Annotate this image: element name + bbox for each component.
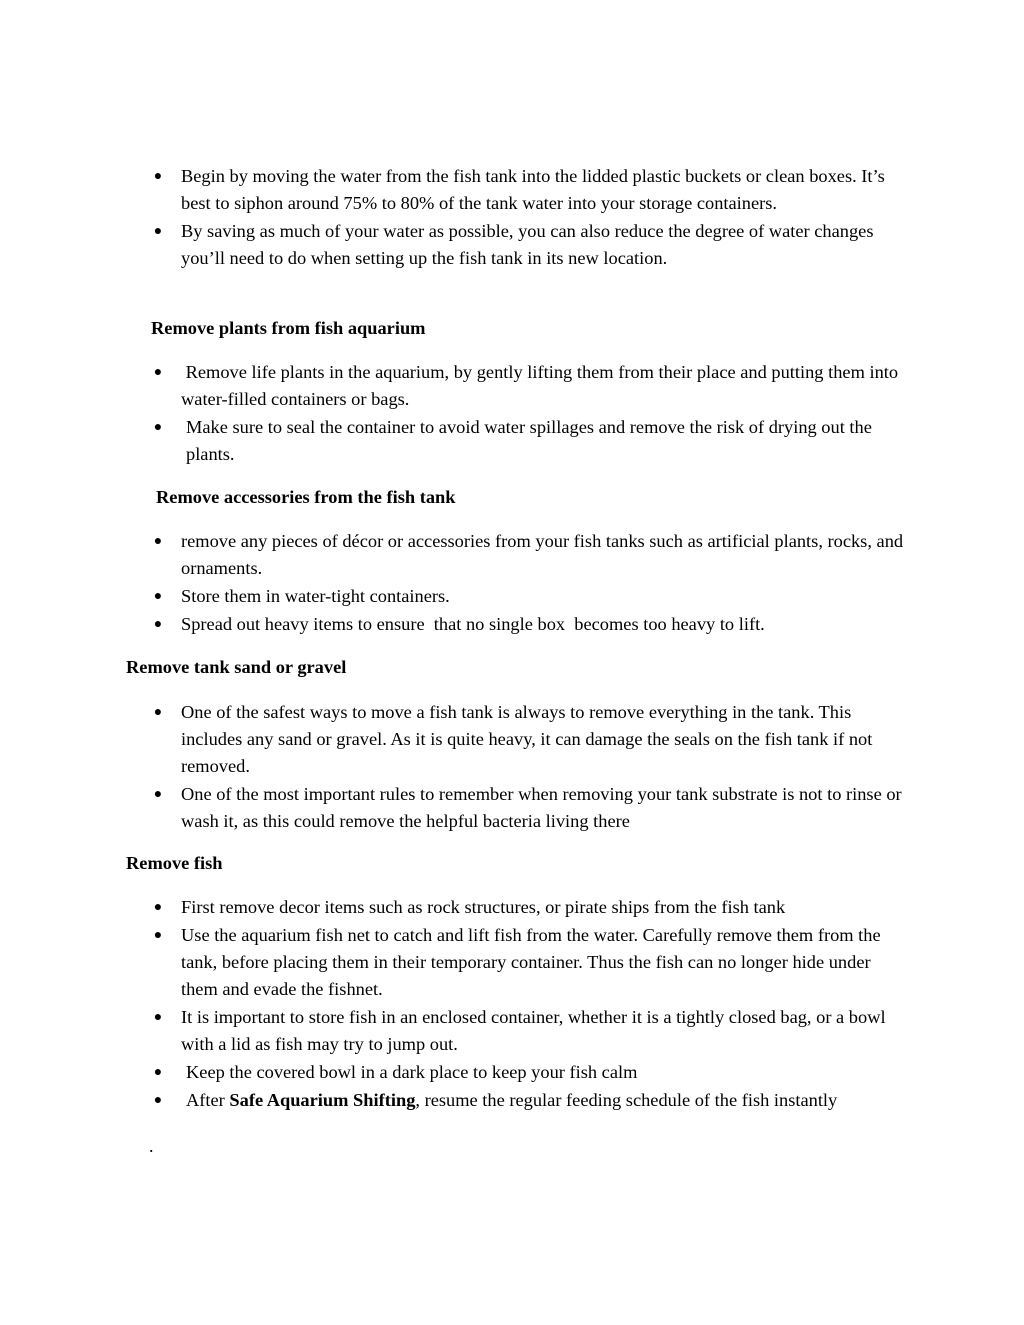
gravel-list — [0, 699, 911, 835]
bullet-icon: ● — [153, 224, 163, 239]
list-item-text: First remove decor items such as rock structures, or pirate ships from the fish tank — [181, 897, 786, 917]
list-item — [0, 1004, 911, 1058]
list-item — [0, 922, 911, 1003]
bullet-icon: ● — [153, 1065, 163, 1080]
list-item-text: One of the most important rules to remember when removing your tank substrate is not to rinse or wash it, as this could remove the helpful bacteria living there — [181, 784, 902, 831]
list-item — [0, 894, 911, 921]
accessories-list — [0, 528, 911, 638]
list-item — [0, 781, 911, 835]
list-item — [0, 583, 911, 610]
list-item-text-suffix: , resume the regular feeding schedule of the fish instantly — [415, 1090, 838, 1110]
list-item — [0, 528, 911, 582]
list-item — [0, 218, 911, 272]
list-item — [0, 611, 911, 638]
list-item — [0, 163, 911, 217]
section-heading-plants: Remove plants from fish aquarium — [151, 318, 426, 338]
list-item-text: Make sure to seal the container to avoid water spillages and remove the risk of drying out the plants. — [186, 417, 872, 464]
list-item — [0, 1087, 924, 1114]
bullet-icon: ● — [153, 365, 163, 380]
fish-list — [0, 894, 924, 1114]
list-item-text-prefix: After — [186, 1090, 230, 1110]
list-item-text: It is important to store fish in an enclosed container, whether it is a tightly closed bag, or a bowl with a lid as fish may try to jump out. — [181, 1007, 886, 1054]
bullet-icon: ● — [153, 705, 163, 720]
list-item-text: One of the safest ways to move a fish tank is always to remove everything in the tank. This includes any sand or gravel. As it is quite heavy, it can damage the seals on the fish tank if not removed. — [181, 702, 873, 776]
list-item-text: Store them in water-tight containers. — [181, 586, 450, 606]
bullet-icon: ● — [153, 169, 163, 184]
bullet-icon: ● — [153, 900, 163, 915]
intro-list — [0, 163, 911, 272]
bullet-icon: ● — [153, 534, 163, 549]
list-item-text: remove any pieces of décor or accessories from your fish tanks such as artificial plants, rocks, and ornaments. — [181, 531, 904, 578]
plants-list — [0, 359, 911, 468]
list-item-text: Keep the covered bowl in a dark place to keep your fish calm — [186, 1062, 638, 1082]
list-item — [0, 1059, 911, 1086]
list-item — [0, 699, 911, 780]
bullet-icon: ● — [153, 1010, 163, 1025]
list-item-text: Begin by moving the water from the fish tank into the lidded plastic buckets or clean boxes. It’s best to siphon around 75% to 80% of the tank water into your storage containers. — [181, 166, 885, 213]
list-item-text: Remove life plants in the aquarium, by gently lifting them from their place and putting them into water-filled containers or bags. — [181, 362, 903, 409]
bullet-icon: ● — [153, 1093, 163, 1108]
emphasis-text: Safe Aquarium Shifting — [229, 1090, 416, 1110]
section-heading-gravel: Remove tank sand or gravel — [126, 657, 347, 677]
bullet-icon: ● — [153, 420, 163, 435]
list-item — [0, 414, 911, 468]
list-item-text: Use the aquarium fish net to catch and lift fish from the water. Carefully remove them from the tank, before placing them in their temporary container. Thus the fish can no longer hide under them and evade the fishnet. — [181, 925, 881, 999]
section-heading-fish: Remove fish — [126, 853, 223, 873]
list-item-text — [186, 1090, 837, 1110]
section-heading-accessories: Remove accessories from the fish tank — [156, 487, 456, 507]
list-item-text: By saving as much of your water as possible, you can also reduce the degree of water changes you’ll need to do when setting up the fish tank in its new location. — [181, 221, 874, 268]
list-item-text: Spread out heavy items to ensure that no single box becomes too heavy to lift. — [181, 614, 765, 634]
list-item — [0, 359, 911, 413]
bullet-icon: ● — [153, 928, 163, 943]
bullet-icon: ● — [153, 617, 163, 632]
bullet-icon: ● — [153, 787, 163, 802]
bullet-icon: ● — [153, 589, 163, 604]
trailing-mark: . — [149, 1136, 154, 1156]
